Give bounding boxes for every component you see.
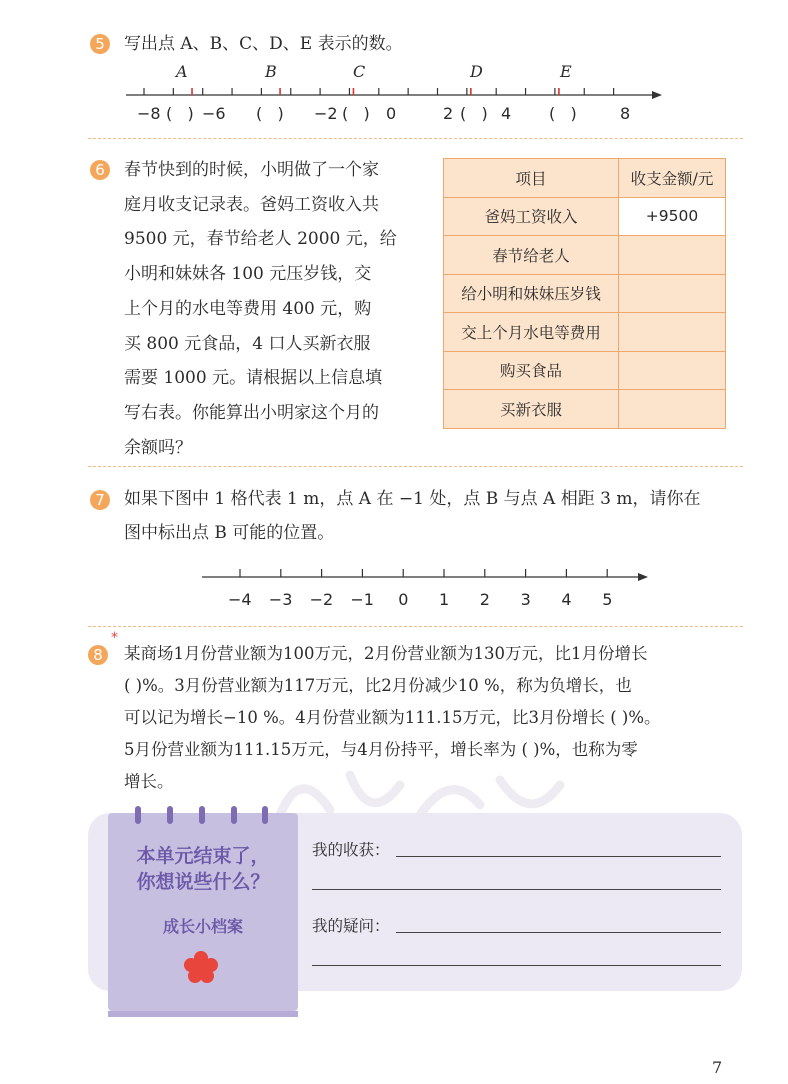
question-7-line1: 如果下图中 1 格代表 1 m，点 A 在 −1 处，点 B 与点 A 相距 3 m，请你在 <box>124 489 701 509</box>
text-line: 5月份营业额为111.15万元，与4月份持平，增长率为 ( )%，也称为零 <box>124 740 638 759</box>
header-amount: 收支金额/元 <box>619 159 726 198</box>
text-line: 9500 元，春节给老人 2000 元，给 <box>124 229 397 250</box>
row-amount-blank[interactable] <box>619 390 726 429</box>
text-line: 春节快到的时候，小明做了一个家 <box>124 160 379 180</box>
nl5-label: −2 <box>314 104 338 123</box>
ring-icon <box>199 806 205 824</box>
row-item: 春节给老人 <box>444 236 619 275</box>
nl5-label: −6 <box>202 104 226 123</box>
question-5-badge: 5 <box>90 34 110 54</box>
number-line-q7 <box>196 565 656 589</box>
question-8-badge: 8 <box>88 645 108 665</box>
nl5-label: 2 <box>443 104 454 123</box>
flower-icon <box>184 951 218 985</box>
row-item: 爸妈工资收入 <box>444 197 619 236</box>
point-a-label: A <box>176 62 188 81</box>
row-amount-blank[interactable] <box>619 313 726 352</box>
income-expense-table <box>443 158 726 429</box>
header-item: 项目 <box>444 159 619 198</box>
tick-label: 3 <box>520 590 531 609</box>
ring-icon <box>262 806 268 824</box>
text-line: 写右表。你能算出小明家这个月的 <box>124 402 379 423</box>
ring-icon <box>231 806 237 824</box>
point-d-label: D <box>470 62 483 81</box>
question-7-badge: 7 <box>90 490 110 510</box>
question-5-prompt: 写出点 A、B、C、D、E 表示的数。 <box>124 34 403 54</box>
question-6-text <box>124 153 429 465</box>
page-number: 7 <box>712 1058 723 1077</box>
row-item: 购买食品 <box>444 351 619 390</box>
optional-star: * <box>111 630 118 646</box>
text-line: 小明和妹妹各 100 元压岁钱，交 <box>124 264 372 285</box>
table-row <box>444 313 726 352</box>
question-answer-line[interactable] <box>312 965 721 966</box>
table-row <box>444 236 726 275</box>
nl5-blank[interactable]: ( ) <box>342 104 370 123</box>
text-line: 上个月的水电等费用 400 元，购 <box>124 298 372 319</box>
question-6-badge: 6 <box>90 160 110 180</box>
nl5-blank[interactable]: ( ) <box>256 104 284 123</box>
tick-label: −3 <box>268 590 293 609</box>
text-line: 可以记为增长−10 %。4月份营业额为111.15万元，比3月份增长 ( )%。 <box>124 708 661 727</box>
text-line: 某商场1月份营业额为100万元，2月份营业额为130万元，比1月份增长 <box>124 644 648 663</box>
tick-label: −1 <box>350 590 374 609</box>
tick-label: 5 <box>602 590 613 609</box>
nl5-label: 4 <box>501 104 512 123</box>
tick-label: 4 <box>561 590 572 609</box>
tick-label: −4 <box>228 590 252 609</box>
table-row <box>444 197 726 236</box>
row-amount-blank[interactable] <box>619 351 726 390</box>
text-line: 买 800 元食品，4 口人买新衣服 <box>124 333 371 354</box>
ring-icon <box>167 806 173 824</box>
text-line: 需要 1000 元。请根据以上信息填 <box>124 368 383 389</box>
section-divider <box>88 466 743 467</box>
harvest-answer-line[interactable] <box>396 856 721 857</box>
point-e-label: E <box>560 62 572 81</box>
point-b-label: B <box>265 62 277 81</box>
text-line: 余额吗？ <box>124 437 192 458</box>
row-amount-blank[interactable] <box>619 236 726 275</box>
tick-label: 2 <box>479 590 490 609</box>
tick-label: −2 <box>309 590 334 609</box>
ring-icon <box>135 806 141 824</box>
text-line: 庭月收支记录表。爸妈工资收入共 <box>124 194 379 215</box>
harvest-answer-line[interactable] <box>312 889 721 890</box>
archive-subtitle: 成长小档案 <box>162 917 243 936</box>
row-amount-blank[interactable] <box>619 274 726 313</box>
nl5-blank[interactable]: ( ) <box>460 104 488 123</box>
point-c-label: C <box>353 62 366 81</box>
row-item: 给小明和妹妹压岁钱 <box>444 274 619 313</box>
text-line: 增长。 <box>124 772 174 791</box>
nl5-label: 8 <box>620 104 631 123</box>
nl5-label: −8 <box>137 104 161 123</box>
row-item: 买新衣服 <box>444 390 619 429</box>
harvest-label: 我的收获： <box>312 841 390 859</box>
nl5-blank[interactable]: ( ) <box>166 104 194 123</box>
row-amount: +9500 <box>619 197 726 236</box>
section-divider <box>88 626 743 627</box>
question-7-line2: 图中标出点 B 可能的位置。 <box>124 523 335 543</box>
row-item: 交上个月水电等费用 <box>444 313 619 352</box>
table-header-row <box>444 159 726 198</box>
table-row <box>444 274 726 313</box>
question-answer-line[interactable] <box>396 932 721 933</box>
question-8-text <box>124 638 749 798</box>
table-row <box>444 351 726 390</box>
nl5-blank[interactable]: ( ) <box>549 104 577 123</box>
question-label: 我的疑问： <box>312 917 390 935</box>
archive-title <box>108 843 298 895</box>
table-row <box>444 390 726 429</box>
text-line: ( )%。3月份营业额为117万元，比2月份减少10 %，称为负增长，也 <box>124 676 632 695</box>
archive-title-line1: 本单元结束了， <box>136 845 270 867</box>
section-divider <box>88 138 743 139</box>
tick-label: 1 <box>439 590 450 609</box>
archive-title-line2: 你想说些什么？ <box>136 871 270 893</box>
nl5-label: 0 <box>386 104 397 123</box>
tick-label: 0 <box>398 590 409 609</box>
